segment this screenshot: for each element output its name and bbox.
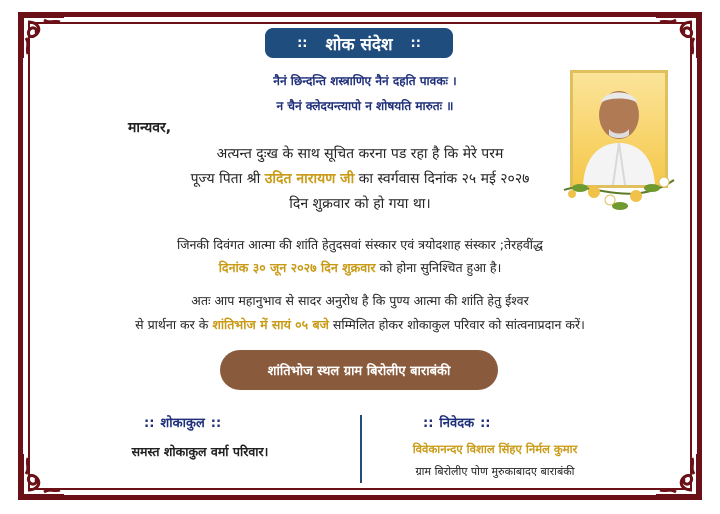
mourners-heading [138,413,227,431]
ornament-corner-icon [20,452,66,498]
venue-banner [220,350,498,390]
shantibhoj-time: शांतिभोज में सायं ०५ बजे [212,317,329,332]
request-line-2 [60,316,660,333]
message-line-2-suffix: का स्वर्गवास दिनांक २५ मई २०२७ [354,171,530,187]
ornament-corner-icon [654,452,700,498]
shloka-line-1: नैनं छिन्दन्ति शस्त्राणिए नैनं दहति पावकः । [273,74,457,88]
page-title: शोक संदेश [325,34,393,55]
ornament-corner-icon [20,14,66,60]
salutation: मान्यवर, [128,120,172,136]
request-line-2-suffix: सम्मिलित होकर शोकाकुल परिवार को सांत्वनाप्रदान करें। [328,317,585,332]
ornament-corner-icon [654,14,700,60]
message-line-2 [120,169,600,188]
ceremony-line-1: जिनकी दिवंगत आत्मा की शांति हेतुदसवां संस्कार एवं त्रयोदशाह संस्कार ;तेरहवींद्ध [176,237,544,252]
ceremony-line-2 [60,259,660,276]
ceremony-line-2-suffix: को होना सुनिश्चित हुआ है। [375,260,502,275]
message-line-1: अत्यन्त दुःख के साथ सूचित करना पड रहा है कि मेरे परम [216,146,504,162]
requester-right-dots: :: [480,416,491,431]
flower-garland-icon [560,160,678,220]
requester-names: विवेकानन्दए विशाल सिंहए निर्मल कुमार [412,442,578,456]
requester-title: निवेदक [439,416,475,431]
shloka-line-2: न चैनं क्लेदयन्त्यापो न शोषयति मारुतः ॥ [276,99,454,113]
message-line-2-prefix: पूज्य पिता श्री [190,171,265,187]
venue-text: शांतिभोज स्थल ग्राम बिरोलीए बाराबंकी [267,364,451,379]
title-banner [265,28,453,58]
mourners-title: शोकाकुल [160,416,205,431]
mourners-left-dots: :: [144,416,155,431]
deceased-name: उदित नारायण जी [264,171,355,187]
request-line-1: अतः आप महानुभाव से सादर अनुरोध है कि पुण्य आत्मा की शांति हेतु ईश्वर [191,293,529,308]
footer-divider [360,415,362,483]
ceremony-date: दिनांक ३० जून २०२७ दिन शुक्रवार [218,260,376,275]
title-right-dots: :: [410,35,421,51]
request-line-2-prefix: से प्रार्थना कर के [135,317,213,332]
mourners-family: समस्त शोकाकुल वर्मा परिवार। [131,444,269,459]
requester-left-dots: :: [423,416,434,431]
message-line-3: दिन शुक्रवार को हो गया था। [289,196,431,212]
requester-address: ग्राम बिरोलीए पोण मुरुकाबादए बाराबंकी [415,465,575,478]
title-left-dots: :: [297,35,308,51]
mourners-right-dots: :: [210,416,222,431]
requester-heading [417,413,497,431]
